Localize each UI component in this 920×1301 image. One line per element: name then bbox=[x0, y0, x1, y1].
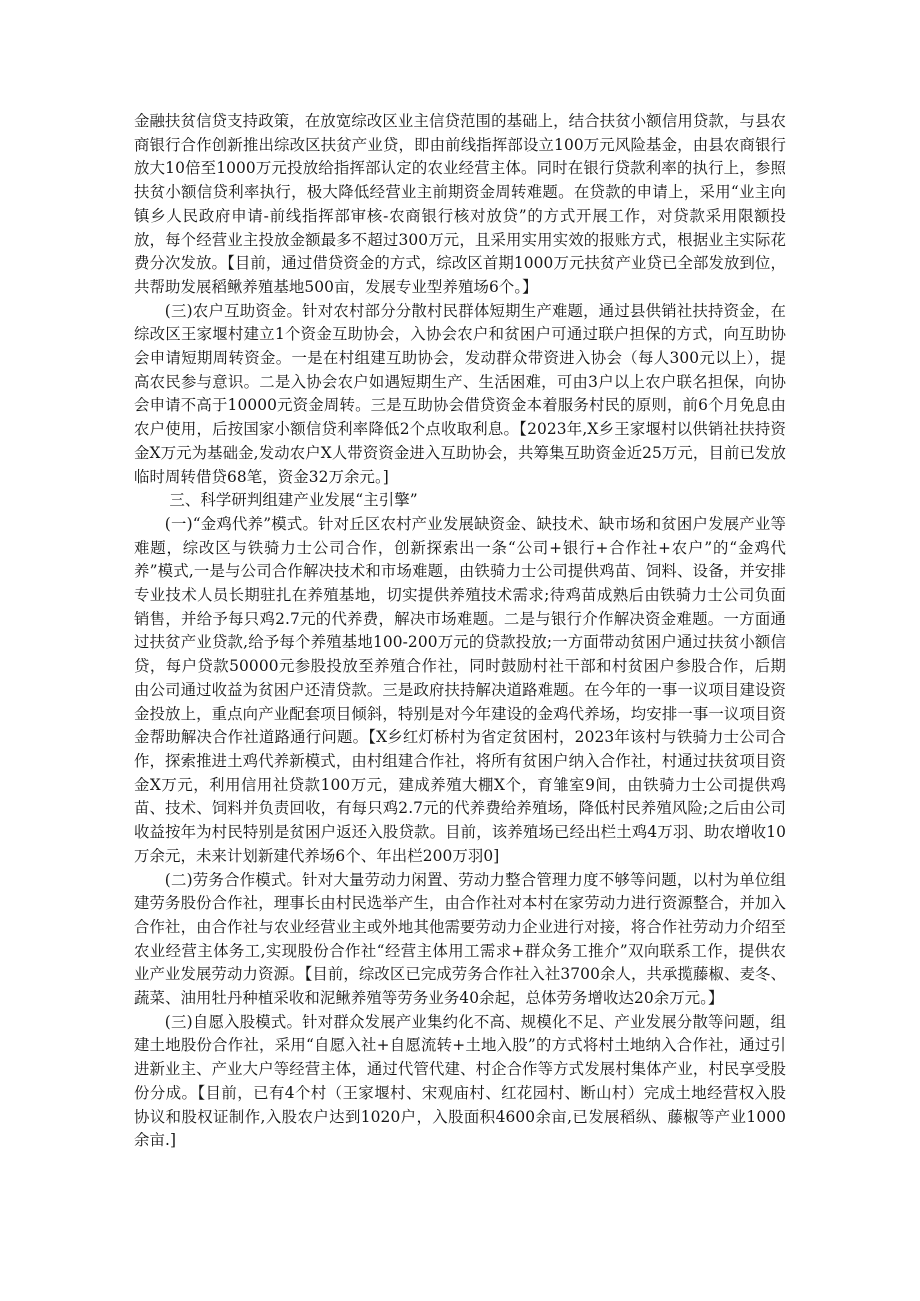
paragraph-continuation: 金融扶贫信贷支持政策，在放宽综改区业主信贷范围的基础上，结合扶贫小额信用贷款，与县农商银行合作创新推出综改区扶贫产业贷，即由前线指挥部设立100万元风险基金，由县农商银行放大10倍至1000万元投放给指挥部认定的农业经营主体。同时在银行贷款利率的执行上，参照扶贫小额信贷利率执行，极大降低经营业主前期资金周转难题。在贷款的申请上，采用“业主向镇乡人民政府申请-前线指挥部审核-农商银行核对放贷”的方式开展工作，对贷款采用限额投放，每个经营业主投放金额最多不超过300万元，且采用实用实效的报账方式，根据业主实际花费分次发放。【目前，通过借贷资金的方式，综改区首期1000万元扶贫产业贷已全部发放到位，共帮助发展稻鳅养殖基地500亩，发展专业型养殖场6个。】 bbox=[134, 112, 786, 296]
paragraph-voluntary-share-model: (三)自愿入股模式。针对群众发展产业集约化不高、规模化不足、产业发展分散等问题，组建土地股份合作社，采用“自愿入社+自愿流转+土地入股”的方式将村土地纳入合作社，通过引进新业主、产业大户等经营主体，通过代管代建、村企合作等方式发展村集体产业，村民享受股份分成。【目前，已有4个村（王家堰村、宋观庙村、红花园村、断山村）完成土地经营权入股协议和股权证制作,入股农户达到1020户，入股面积4600余亩,已发展稻纵、藤椒等产业1000余亩.] bbox=[134, 1012, 786, 1150]
paragraph-labor-cooperation-model: (二)劳务合作模式。针对大量劳动力闲置、劳动力整合管理力度不够等问题，以村为单位组建劳务股份合作社，理事长由村民选举产生，由合作社对本村在家劳动力进行资源整合，并加入合作社，由合作社与农业经营业主或外地其他需要劳动力企业进行对接，将合作社劳动力介绍至农业经营主体务工,实现股份合作社“经营主体用工需求+群众务工推介”双向联系工作，提供农业产业发展劳动力资源。【目前，综改区已完成劳务合作社入社3700余人，共承揽藤椒、麦冬、蔬菜、油用牡丹种植采收和泥鳅养殖等劳务业务40余起，总体劳务增收达20余万元。】 bbox=[134, 870, 786, 1008]
paragraph-golden-chicken-model: (一)“金鸡代养”模式。针对丘区农村产业发展缺资金、缺技术、缺市场和贫困户发展产业等难题，综改区与铁骑力士公司合作，创新探索出一条“公司+银行+合作社+农户”的“金鸡代养”模式,一是与公司合作解决技术和市场难题，由铁骑力士公司提供鸡苗、饲料、设备，并安排专业技术人员长期驻扎在养殖基地，切实提供养殖技术需求;待鸡苗成熟后由铁骑力士公司负面销售，并给予每只鸡2.7元的代养费，解决市场难题。二是与银行介作解决资金难题。一方面通过扶贫产业贷款,给予每个养殖基地100-200万元的贷款投放;一方面带动贫困户通过扶贫小额信贷，每户贷款50000元参股投放至养殖合作社，同时鼓励村社干部和村贫困户参股合作，后期由公司通过收益为贫困户还清贷款。三是政府扶持解决道路难题。在今年的一事一议项目建设资金投放上，重点向产业配套项目倾斜，特别是对今年建设的金鸡代养场，均安排一事一议项目资金帮助解决合作社道路通行问题。【X乡红灯桥村为省定贫困村，2023年该村与铁骑力士公司合作，探索推进土鸡代养新模式，由村组建合作社，将所有贫困户纳入合作社，村通过扶贫项目资金X万元，利用信用社贷款100万元，建成养殖大棚X个，育雏室9间，由铁骑力士公司提供鸡苗、技术、饲料并负责回收，有每只鸡2.7元的代养费给养殖场，降低村民养殖风险;之后由公司收益按年为村民特别是贫困户返还入股贷款。目前，该养殖场已经出栏土鸡4万羽、助农增收10万余元，未来计划新建代养场6个、年出栏200万羽0] bbox=[134, 514, 786, 865]
section-heading: 三、科学研判组建产业发展“主引擎” bbox=[169, 491, 418, 510]
paragraph-mutual-aid-fund: (三)农户互助资金。针对农村部分分散村民群体短期生产难题，通过县供销社扶持资金，在综改区王家堰村建立1个资金互助协会，入协会农户和贫困户可通过联户担保的方式，向互助协会申请短期周转资金。一是在村组建互助协会，发动群众带资进入协会（每人300元以上），提高农民参与意识。二是入协会农户如遇短期生产、生活困难，可由3户以上农户联名担保，向协会申请不高于10000元资金周转。三是互助协会借贷资金本着服务村民的原则，前6个月免息由农户使用，后按国家小额信贷利率降低2个点收取利息。【2023年,X乡王家堰村以供销社扶持资金X万元为基础金,发动农户X人带资资金进入互助协会，共筹集互助资金近25万元，目前已发放临时周转借贷68笔，资金32万余元。] bbox=[134, 301, 786, 486]
document-page bbox=[134, 110, 786, 1153]
